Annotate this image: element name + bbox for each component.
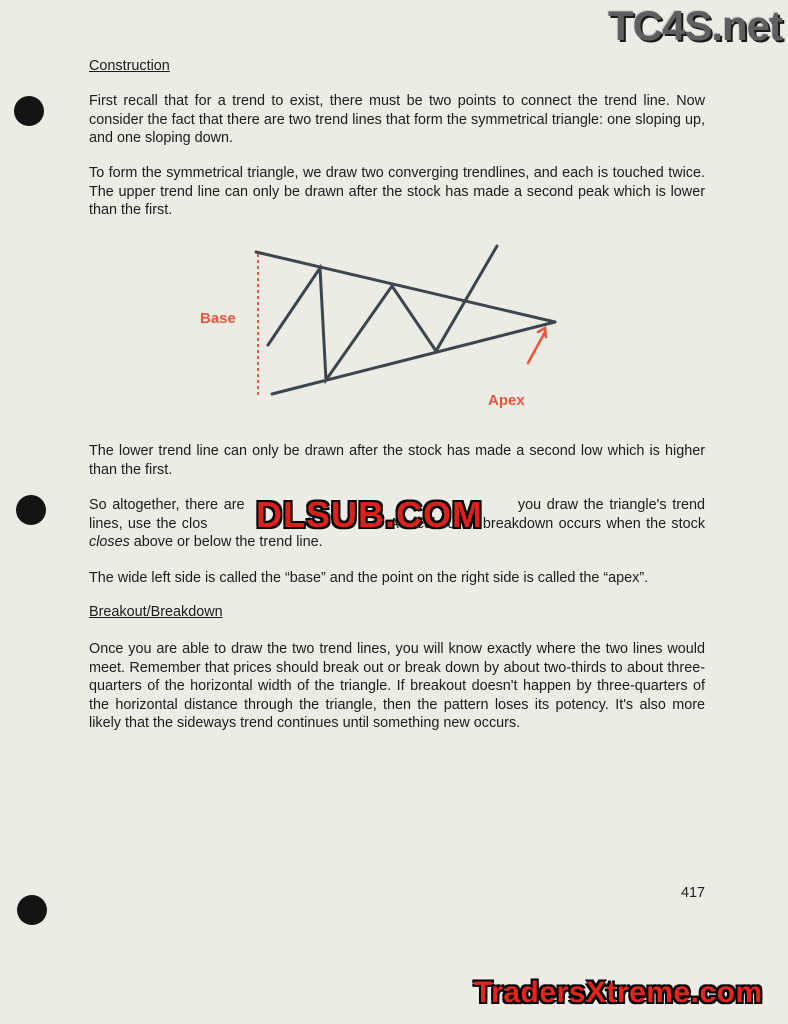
binder-hole-bottom <box>17 895 47 925</box>
watermark-tc4s: TC4S.net <box>607 2 782 49</box>
construction-heading: Construction <box>89 58 170 74</box>
lower-trend-line <box>272 322 555 394</box>
price-zigzag-line <box>268 246 497 380</box>
para4-part-a: So altogether, there are <box>89 497 245 513</box>
upper-trend-line <box>256 252 555 322</box>
para4-part-d: above or below the trend line. <box>133 534 323 550</box>
breakout-heading: Breakout/Breakdown <box>89 604 223 620</box>
apex-arrow <box>528 332 545 363</box>
paragraph-breakout: Once you are able to draw the two trend lines, you will know exactly where the two lines would meet. Remember that prices should break out or break down by about two-thirds to about three-quarters of the horizontal width of the triangle. If breakout doesn't happen by three-quarters of the horizontal distance through the triangle, then the pattern loses its potency. It's also more likely that the sideways trend continues until something new occurs. <box>89 641 705 731</box>
paragraph-trend-recall: First recall that for a trend to exist, there must be two points to connect the trend line. Now consider the fact that there are two trend lines that form the symmetrical triangle: one sloping up, and one sloping down. <box>89 93 705 146</box>
watermark-dlsub: DLSUB.COM <box>256 494 483 535</box>
symmetrical-triangle-diagram <box>190 238 570 418</box>
paragraph-form-triangle: To form the symmetrical triangle, we draw two converging trendlines, and each is touched twice. The upper trend line can only be drawn after the stock has made a second peak which is lower than the first. <box>89 165 705 218</box>
watermark-tradersxtreme: TradersXtreme.com <box>474 976 763 1009</box>
para4-part-b: you draw the triangle's trend lines, use the clos <box>89 497 706 532</box>
binder-hole-top <box>14 96 44 126</box>
para4-part-c: A breakout or breakdown occurs when the stock <box>389 515 706 532</box>
page-number: 417 <box>681 885 706 901</box>
apex-label: Apex <box>488 392 525 409</box>
para4-italic-closes: closes <box>89 534 130 550</box>
base-label: Base <box>200 310 236 327</box>
paragraph-lower-trend: The lower trend line can only be drawn after the stock has made a second low which is higher than the first. <box>89 443 705 478</box>
binder-hole-middle <box>16 495 46 525</box>
paragraph-base-apex: The wide left side is called the “base” and the point on the right side is called the “apex”. <box>89 570 649 586</box>
